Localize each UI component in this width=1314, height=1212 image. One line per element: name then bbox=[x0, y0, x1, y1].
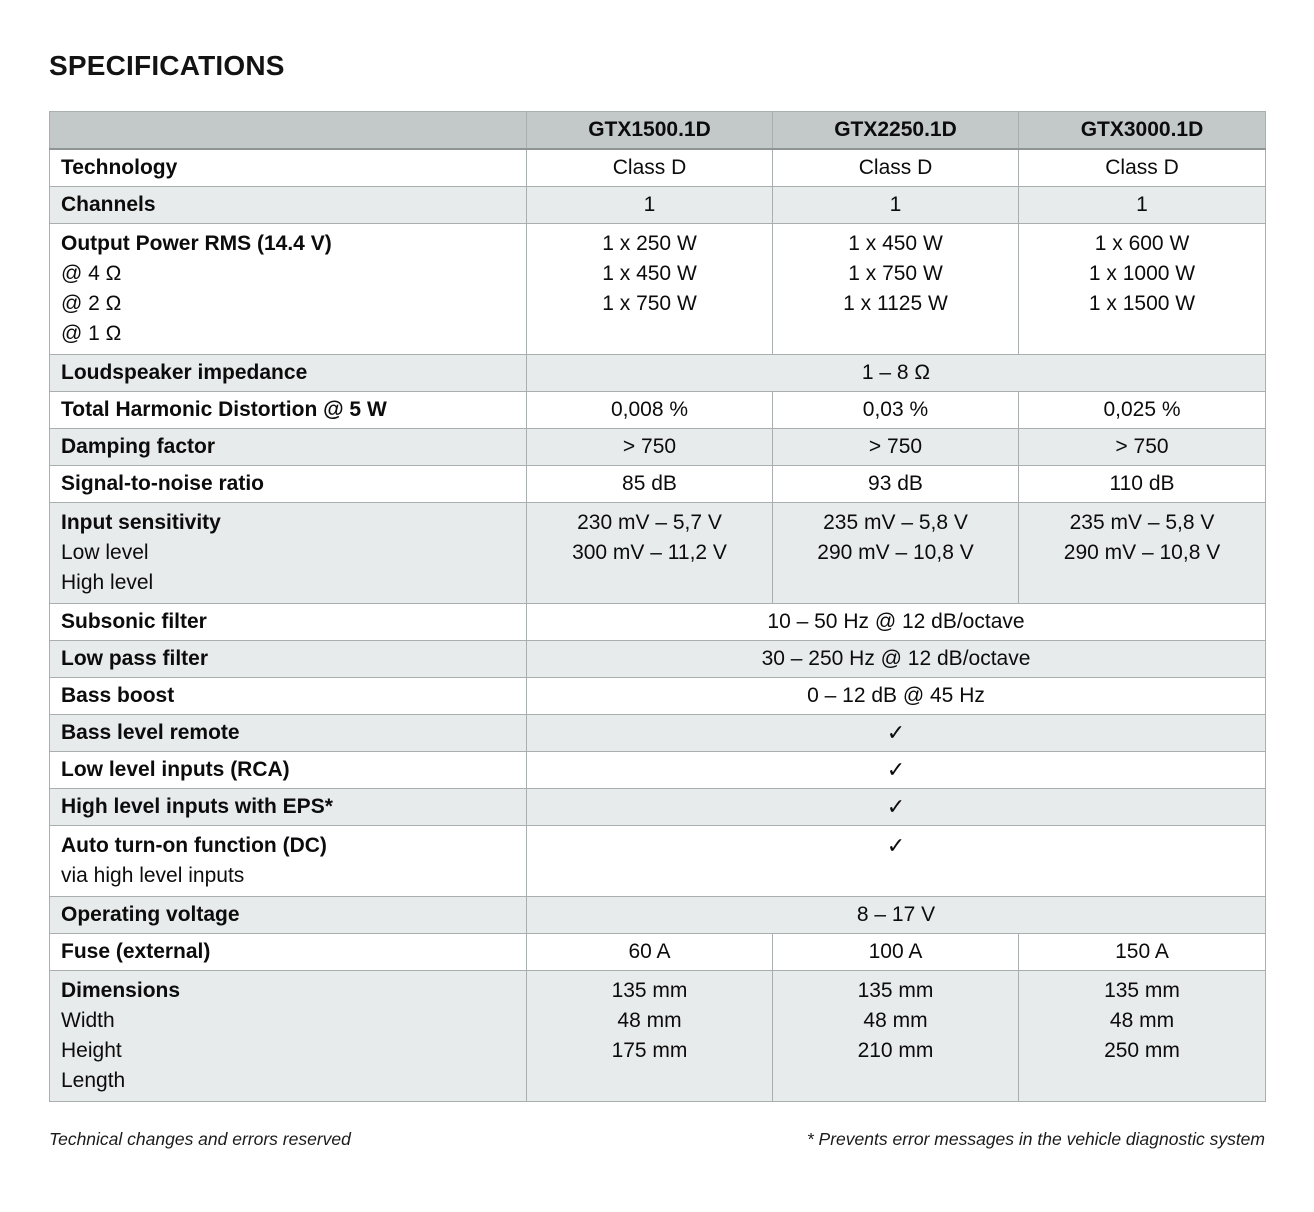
row-label: Low level inputs (RCA) bbox=[50, 752, 527, 789]
spec-value: 1 x 250 W 1 x 450 W 1 x 750 W bbox=[527, 224, 773, 355]
table-row-loudspeaker-impedance bbox=[50, 355, 1266, 392]
spec-value: 0,025 % bbox=[1019, 392, 1266, 429]
table-row-low-pass-filter bbox=[50, 641, 1266, 678]
spec-value: 135 mm 48 mm 175 mm bbox=[527, 971, 773, 1102]
table-row-bass-level-remote bbox=[50, 715, 1266, 752]
footnotes bbox=[49, 1129, 1265, 1150]
row-label: Damping factor bbox=[50, 429, 527, 466]
row-label: High level inputs with EPS* bbox=[50, 789, 527, 826]
table-row-channels bbox=[50, 187, 1266, 224]
spec-value: 0,008 % bbox=[527, 392, 773, 429]
spec-value: 135 mm 48 mm 250 mm bbox=[1019, 971, 1266, 1102]
table-row-snr bbox=[50, 466, 1266, 503]
spec-value: 230 mV – 5,7 V 300 mV – 11,2 V bbox=[527, 503, 773, 604]
checkmark: ✓ bbox=[527, 789, 1266, 826]
table-row-technology bbox=[50, 149, 1266, 187]
table-row-bass-boost bbox=[50, 678, 1266, 715]
spec-value: > 750 bbox=[773, 429, 1019, 466]
spec-value: 1 x 450 W 1 x 750 W 1 x 1125 W bbox=[773, 224, 1019, 355]
spec-value: 235 mV – 5,8 V 290 mV – 10,8 V bbox=[773, 503, 1019, 604]
row-label: Channels bbox=[50, 187, 527, 224]
table-row-operating-voltage bbox=[50, 897, 1266, 934]
spec-value: 150 A bbox=[1019, 934, 1266, 971]
table-row-fuse bbox=[50, 934, 1266, 971]
row-label: Technology bbox=[50, 149, 527, 187]
spec-value-span: 8 – 17 V bbox=[527, 897, 1266, 934]
row-label: Auto turn-on function (DC) via high level inputs bbox=[50, 826, 527, 897]
row-label: Bass level remote bbox=[50, 715, 527, 752]
corner-cell bbox=[50, 112, 527, 150]
spec-value: Class D bbox=[1019, 149, 1266, 187]
checkmark: ✓ bbox=[527, 715, 1266, 752]
row-label: Input sensitivity Low level High level bbox=[50, 503, 527, 604]
table-row-low-level-inputs bbox=[50, 752, 1266, 789]
spec-value: 1 bbox=[527, 187, 773, 224]
spec-value: 1 bbox=[1019, 187, 1266, 224]
spec-value: 0,03 % bbox=[773, 392, 1019, 429]
spec-value: 235 mV – 5,8 V 290 mV – 10,8 V bbox=[1019, 503, 1266, 604]
column-header-gtx2250: GTX2250.1D bbox=[773, 112, 1019, 150]
spec-value: 85 dB bbox=[527, 466, 773, 503]
table-row-high-level-inputs-eps bbox=[50, 789, 1266, 826]
row-label: Total Harmonic Distortion @ 5 W bbox=[50, 392, 527, 429]
row-label: Loudspeaker impedance bbox=[50, 355, 527, 392]
row-label: Low pass filter bbox=[50, 641, 527, 678]
spec-value-span: 30 – 250 Hz @ 12 dB/octave bbox=[527, 641, 1266, 678]
table-row-subsonic-filter bbox=[50, 604, 1266, 641]
spec-value: Class D bbox=[773, 149, 1019, 187]
spec-value: 93 dB bbox=[773, 466, 1019, 503]
column-header-gtx3000: GTX3000.1D bbox=[1019, 112, 1266, 150]
checkmark: ✓ bbox=[527, 826, 1266, 897]
footnote-left: Technical changes and errors reserved bbox=[49, 1129, 351, 1149]
spec-value: > 750 bbox=[1019, 429, 1266, 466]
column-header-gtx1500: GTX1500.1D bbox=[527, 112, 773, 150]
spec-value: 100 A bbox=[773, 934, 1019, 971]
table-row-input-sensitivity bbox=[50, 503, 1266, 604]
table-row-output-power bbox=[50, 224, 1266, 355]
specifications-table bbox=[49, 111, 1266, 1102]
spec-value: 1 x 600 W 1 x 1000 W 1 x 1500 W bbox=[1019, 224, 1266, 355]
spec-value: 110 dB bbox=[1019, 466, 1266, 503]
table-row-auto-turn-on bbox=[50, 826, 1266, 897]
row-label: Operating voltage bbox=[50, 897, 527, 934]
row-label: Output Power RMS (14.4 V) @ 4 Ω @ 2 Ω @ 1 Ω bbox=[50, 224, 527, 355]
spec-value: 1 bbox=[773, 187, 1019, 224]
spec-value-span: 0 – 12 dB @ 45 Hz bbox=[527, 678, 1266, 715]
checkmark: ✓ bbox=[527, 752, 1266, 789]
table-row-damping-factor bbox=[50, 429, 1266, 466]
spec-value-span: 1 – 8 Ω bbox=[527, 355, 1266, 392]
spec-value: 135 mm 48 mm 210 mm bbox=[773, 971, 1019, 1102]
table-row-dimensions bbox=[50, 971, 1266, 1102]
table-header-row bbox=[50, 112, 1266, 150]
spec-value: Class D bbox=[527, 149, 773, 187]
row-label: Subsonic filter bbox=[50, 604, 527, 641]
footnote-right: * Prevents error messages in the vehicle diagnostic system bbox=[806, 1129, 1265, 1149]
table-row-thd bbox=[50, 392, 1266, 429]
row-label: Fuse (external) bbox=[50, 934, 527, 971]
spec-value: > 750 bbox=[527, 429, 773, 466]
row-label: Signal-to-noise ratio bbox=[50, 466, 527, 503]
page-title: SPECIFICATIONS bbox=[49, 50, 285, 81]
row-label: Dimensions Width Height Length bbox=[50, 971, 527, 1102]
spec-value-span: 10 – 50 Hz @ 12 dB/octave bbox=[527, 604, 1266, 641]
spec-value: 60 A bbox=[527, 934, 773, 971]
row-label: Bass boost bbox=[50, 678, 527, 715]
